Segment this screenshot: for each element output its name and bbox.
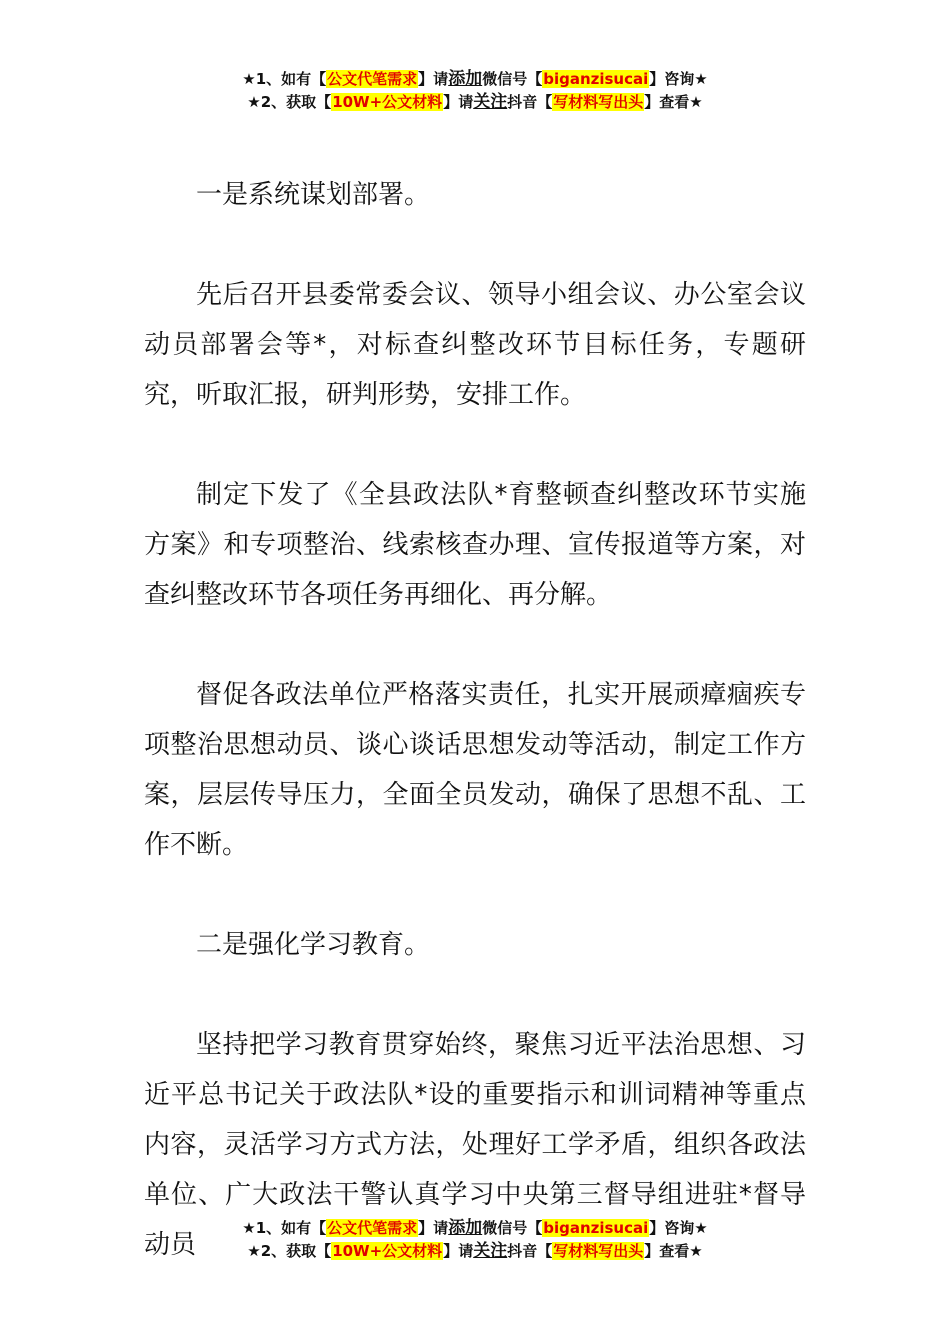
banner-highlight: biganzisucai (543, 70, 649, 88)
banner-line-1: ★1、如有【公文代笔需求】请添加微信号【biganzisucai】咨询★ (242, 1218, 708, 1238)
banner-line-2: ★2、获取【10W+公文材料】请关注抖音【写材料写出头】查看★ (247, 92, 703, 112)
body-paragraph: 制定下发了《全县政法队*育整顿查纠整改环节实施方案》和专项整治、线索核查办理、宣传报道等方案，对查纠整改环节各项任务再细化、再分解。 (144, 480, 806, 610)
document-body (144, 170, 806, 1320)
header-banner (0, 68, 950, 114)
banner-highlight: 公文代笔需求 (327, 1219, 418, 1237)
banner-underline-text: 关注 (473, 92, 508, 112)
banner-highlight: 写材料写出头 (553, 1242, 644, 1260)
banner-line-1: ★1、如有【公文代笔需求】请添加微信号【biganzisucai】咨询★ (242, 69, 708, 89)
footer-banner (0, 1217, 950, 1263)
banner-underline-text: 添加 (448, 1218, 483, 1238)
banner-highlight: 写材料写出头 (553, 93, 644, 111)
banner-underline-text: 关注 (473, 1241, 508, 1261)
banner-highlight: 10W+公文材料 (332, 1242, 443, 1260)
banner-underline-text: 添加 (448, 69, 483, 89)
banner-highlight: biganzisucai (543, 1219, 649, 1237)
section-heading: 二是强化学习教育。 (196, 930, 431, 960)
body-paragraph: 督促各政法单位严格落实责任，扎实开展顽瘴痼疾专项整治思想动员、谈心谈话思想发动等活动，制定工作方案，层层传导压力，全面全员发动，确保了思想不乱、工作不断。 (144, 680, 806, 860)
banner-highlight: 10W+公文材料 (332, 93, 443, 111)
banner-highlight: 公文代笔需求 (327, 70, 418, 88)
banner-line-2: ★2、获取【10W+公文材料】请关注抖音【写材料写出头】查看★ (247, 1241, 703, 1261)
body-paragraph: 坚持把学习教育贯穿始终，聚焦习近平法治思想、习近平总书记关于政法队*设的重要指示和训词精神等重点内容，灵活学习方式方法，处理好工学矛盾，组织各政法单位、广大政法干警认真学习中央第三督导组进驻*督导动员 (144, 1030, 806, 1260)
section-heading: 一是系统谋划部署。 (196, 180, 431, 210)
body-paragraph: 先后召开县委常委会议、领导小组会议、办公室会议动员部署会等*，对标查纠整改环节目标任务，专题研究，听取汇报，研判形势，安排工作。 (144, 280, 806, 410)
